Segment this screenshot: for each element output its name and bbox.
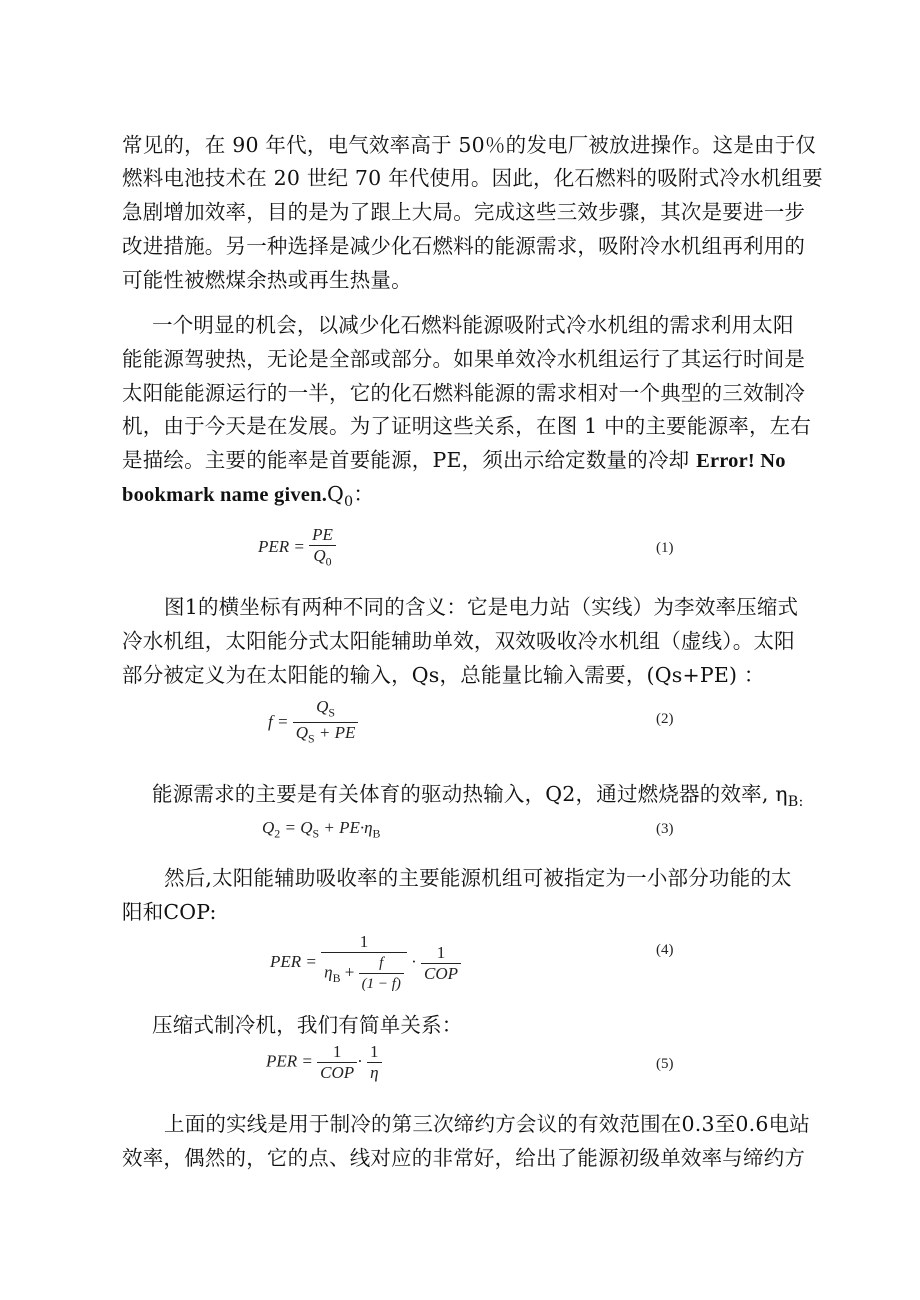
q0-subscript: 0 <box>344 494 354 511</box>
equation-3-number: (3) <box>656 821 674 837</box>
paragraph-4-line-1: 能源需求的主要是有关体育的驱动热输入，Q2，通过燃烧器的效率, $\eta_{B:}$ <box>152 782 804 811</box>
paragraph-1-line-2: 燃料电池技术在 20 世纪 70 年代使用。因此，化石燃料的吸附式冷水机组要 <box>122 166 823 190</box>
eq4-numerator: 1 <box>321 932 407 953</box>
eq2-numerator: $Q_S$ <box>293 697 359 723</box>
equation-1-number: (1) <box>656 540 674 556</box>
equation-4: PER = 1 $\eta_B$ + $\frac{f}{(1 - f)}$ · $\frac{1}{\text{COP}}$ <box>270 932 461 994</box>
eq5-eta-fraction: $\frac{1}{\eta}$ <box>367 1042 382 1083</box>
equation-1 <box>258 525 336 571</box>
paragraph-3-line-2: 冷水机组，太阳能分式太阳能辅助单效，双效吸收冷水机组（虚线）。太阳 <box>122 629 795 653</box>
eq5-cop-fraction: $\frac{1}{\text{COP}}$ <box>317 1042 357 1083</box>
paragraph-2-line-5-text: 是描绘。主要的能率是首要能源，PE，须出示给定数量的冷却 <box>122 448 697 472</box>
error-field-text: Error! No <box>696 450 786 472</box>
paragraph-7-line-2: 效率，偶然的，它的点、线对应的非常好，给出了能源初级单效率与缔约方 <box>122 1146 806 1170</box>
eq2-fraction <box>293 697 359 749</box>
q0-symbol: Q <box>327 482 345 506</box>
paragraph-1-line-4: 改进措施。另一种选择是减少化石燃料的能源需求，吸附冷水机组再利用的 <box>122 234 806 258</box>
paragraph-1-line-3: 急剧增加效率，目的是为了跟上大局。完成这些三效步骤，其次是要进一步 <box>122 200 806 224</box>
paragraph-1-line-5: 可能性被燃煤余热或再生热量。 <box>122 268 412 292</box>
equation-5: PER = $\frac{1}{\text{COP}}$ · $\frac{1}{\eta}$ <box>266 1042 382 1083</box>
eq4-lhs: PER = <box>270 951 317 971</box>
paragraph-3-line-3: 部分被定义为在太阳能的输入，Qs，总能量比输入需要，(Qs+PE) ： <box>122 663 765 687</box>
error-field-text-cont: bookmark name given. <box>122 484 328 506</box>
eq2-denominator: $Q_S$ + PE <box>295 723 356 746</box>
paragraph-2-line-6 <box>122 480 822 516</box>
paragraph-7-line-1: 上面的实线是用于制冷的第三次缔约方会议的有效范围在0.3至0.6电站 <box>164 1112 811 1136</box>
paragraph-2-line-1: 一个明显的机会，以减少化石燃料能源吸附式冷水机组的需求利用太阳 <box>152 313 794 337</box>
equation-4-number: (4) <box>656 942 674 958</box>
paragraph-5-line-2: 阳和COP: <box>122 900 217 924</box>
equation-3: $Q_2 = Q_S + PE\cdot\eta_B$ <box>262 818 381 841</box>
eq4-outer-fraction <box>321 932 407 994</box>
eq4-cop-fraction: $\frac{1}{\text{COP}}$ <box>421 943 461 984</box>
eq1-lhs: PER = <box>258 537 305 557</box>
paragraph-2-line-2: 能能源驾驶热，无论是全部或部分。如果单效冷水机组运行了其运行时间是 <box>122 347 806 371</box>
paragraph-5-line-1: 然后,太阳能辅助吸收率的主要能源机组可被指定为一小部分功能的太 <box>164 866 792 890</box>
paragraph-2-line-5 <box>122 446 822 475</box>
eq1-numerator: PE <box>309 525 336 546</box>
eq2-lhs: f = <box>268 711 289 731</box>
eq1-denominator: $Q_0$ <box>313 546 332 569</box>
equation-2-number: (2) <box>656 711 674 727</box>
equation-2 <box>268 697 358 749</box>
paragraph-2-line-3: 太阳能能源运行的一半，它的化石燃料能源的需求相对一个典型的三效制冷 <box>122 381 806 405</box>
eq1-fraction <box>309 525 336 571</box>
paragraph-2-line-4: 机，由于今天是在发展。为了证明这些关系，在图 1 中的主要能源率，左右 <box>122 414 812 438</box>
paragraph-6-line-1: 压缩式制冷机，我们有简单关系： <box>152 1013 463 1037</box>
paragraph-3-line-1: 图1的横坐标有两种不同的含义：它是电力站（实线）为李效率压缩式 <box>164 595 799 619</box>
equation-5-number: (5) <box>656 1056 674 1072</box>
eq5-lhs: PER = <box>266 1051 313 1071</box>
eq4-denominator: $\eta_B$ + $\frac{f}{(1 - f)}$ <box>321 953 407 994</box>
paragraph-1-line-1: 常见的，在 90 年代，电气效率高于 50％的发电厂被放进操作。这是由于仅 <box>122 133 817 157</box>
colon: ： <box>353 482 375 506</box>
